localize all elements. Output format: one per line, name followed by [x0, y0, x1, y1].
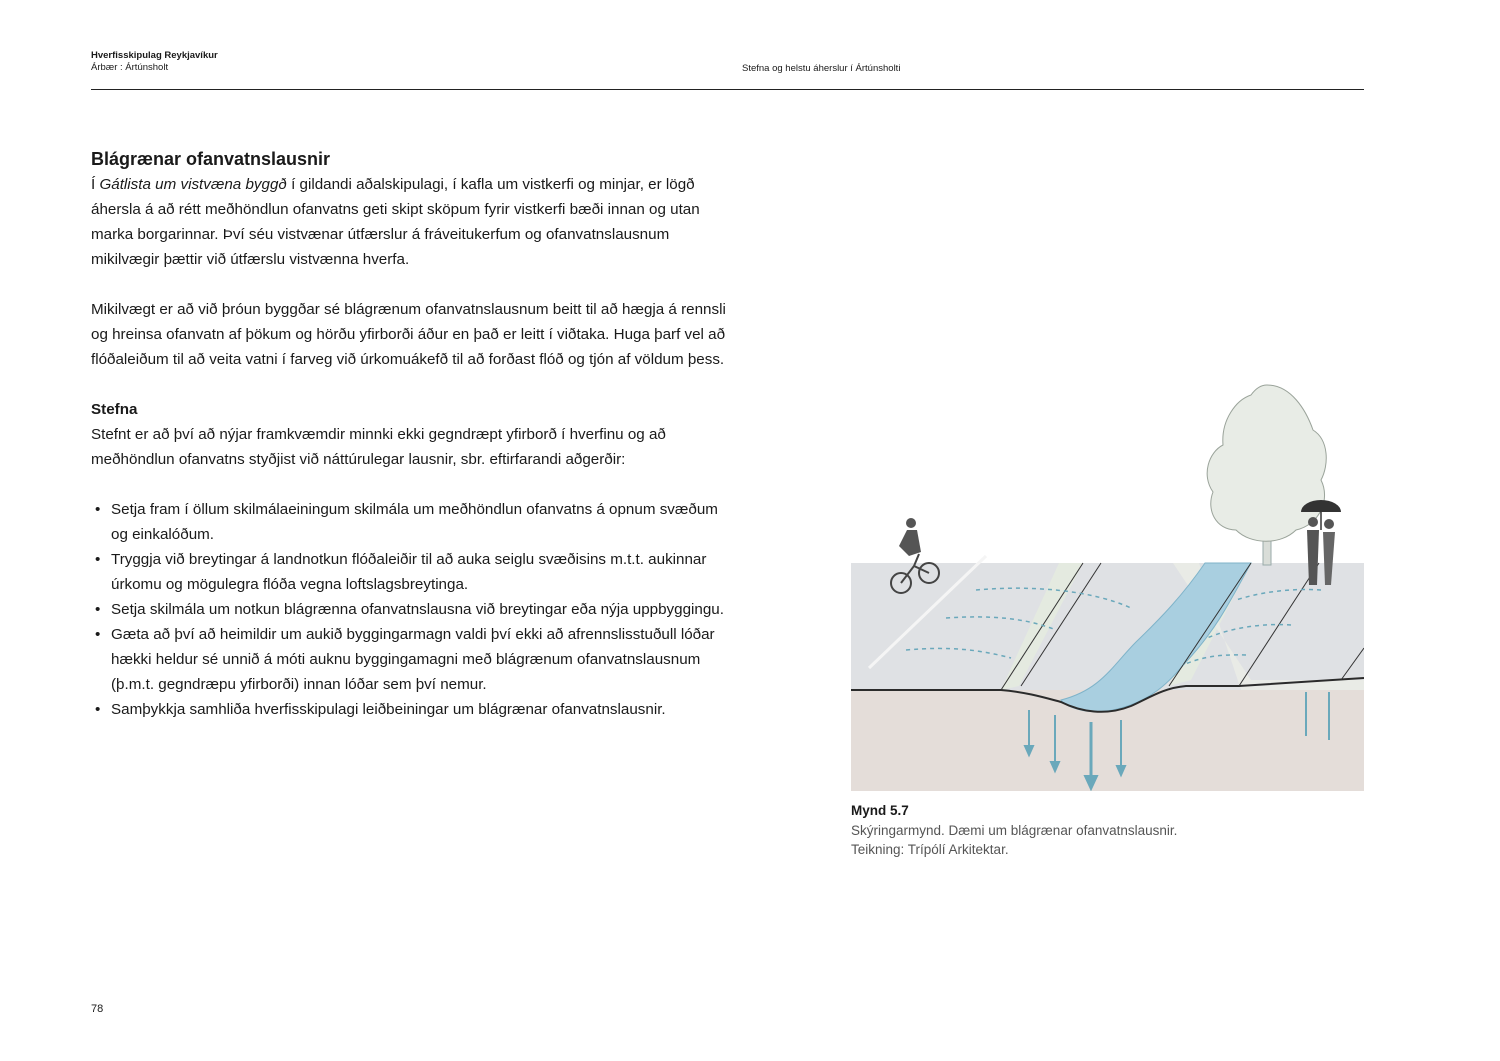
figure-caption: [851, 801, 1177, 860]
header-divider: [91, 89, 1364, 90]
list-item: • Gæta að því að heimildir um aukið byggingarmagn valdi því ekki að afrennslisstuðull lóðar hækki heldur sé unnið á móti auknu byggingamagni með blágrænum ofanvatnslausnum (þ.m.t. gegndræpu yfirborði) innan lóðar sem því nemur.: [91, 622, 731, 697]
list-item: • Tryggja við breytingar á landnotkun flóðaleiðir til að auka seiglu svæðisins m.t.t. aukinnar úrkomu og mögulegra flóða vegna loftslagsbreytinga.: [91, 547, 731, 597]
policy-heading: Stefna: [91, 401, 138, 418]
intro-pre: Í: [91, 176, 100, 193]
list-item: • Setja fram í öllum skilmálaeiningum skilmála um meðhöndlun ofanvatns á opnum svæðum og einkalóðum.: [91, 497, 731, 547]
main-text-column: [91, 147, 731, 722]
intro-post: í gildandi aðalskipulagi, í kafla um vistkerfi og minjar, er lögð áhersla á að rétt meðhöndlun ofanvatns geti skipt sköpum fyrir vistkerfi bæði innan og utan marka borgarinnar. Því séu vistvænar útfærslur á fráveitukerfum og ofanvatnslausnum mikilvægir þættir við útfærslu vistvænna hverfa.: [91, 176, 700, 268]
figure-credit: Teikning: Trípólí Arkitektar.: [851, 842, 1009, 857]
intro-emphasis: Gátlista um vistvæna byggð: [99, 176, 287, 193]
intro-paragraph: [91, 172, 731, 272]
stormwater-illustration: [851, 380, 1364, 791]
list-item: • Samþykkja samhliða hverfisskipulagi leiðbeiningar um blágrænar ofanvatnslausnir.: [91, 697, 731, 722]
section-title: Stefna og helstu áherslur í Ártúnsholti: [742, 63, 901, 74]
list-item: • Setja skilmála um notkun blágrænna ofanvatnslausna við breytingar eða nýja uppbyggingu.: [91, 597, 731, 622]
policy-list: [91, 497, 731, 722]
page-number: 78: [91, 1003, 104, 1015]
running-header: [91, 50, 218, 74]
figure-label: Mynd 5.7: [851, 803, 909, 818]
second-paragraph: Mikilvægt er að við þróun byggðar sé blágrænum ofanvatnslausnum beitt til að hægja á rennsli og hreinsa ofanvatn af þökum og hörðu yfirborði áður en það er leitt í viðtaka. Huga þarf vel að flóðaleiðum til að veita vatni í farveg við úrkomuákefð til að forðast flóð og tjón af völdum þess.: [91, 301, 726, 368]
policy-intro: Stefnt er að því að nýjar framkvæmdir minnki ekki gegndræpt yfirborð í hverfinu og að meðhöndlun ofanvatns styðjist við náttúrulegar lausnir, sbr. eftirfarandi aðgerðir:: [91, 426, 666, 468]
page-heading: Blágrænar ofanvatnslausnir: [91, 149, 331, 169]
document-subtitle: Árbær : Ártúnsholt: [91, 62, 169, 73]
document-title: Hverfisskipulag Reykjavíkur: [91, 50, 218, 61]
figure-description: Skýringarmynd. Dæmi um blágrænar ofanvatnslausnir.: [851, 822, 1178, 838]
